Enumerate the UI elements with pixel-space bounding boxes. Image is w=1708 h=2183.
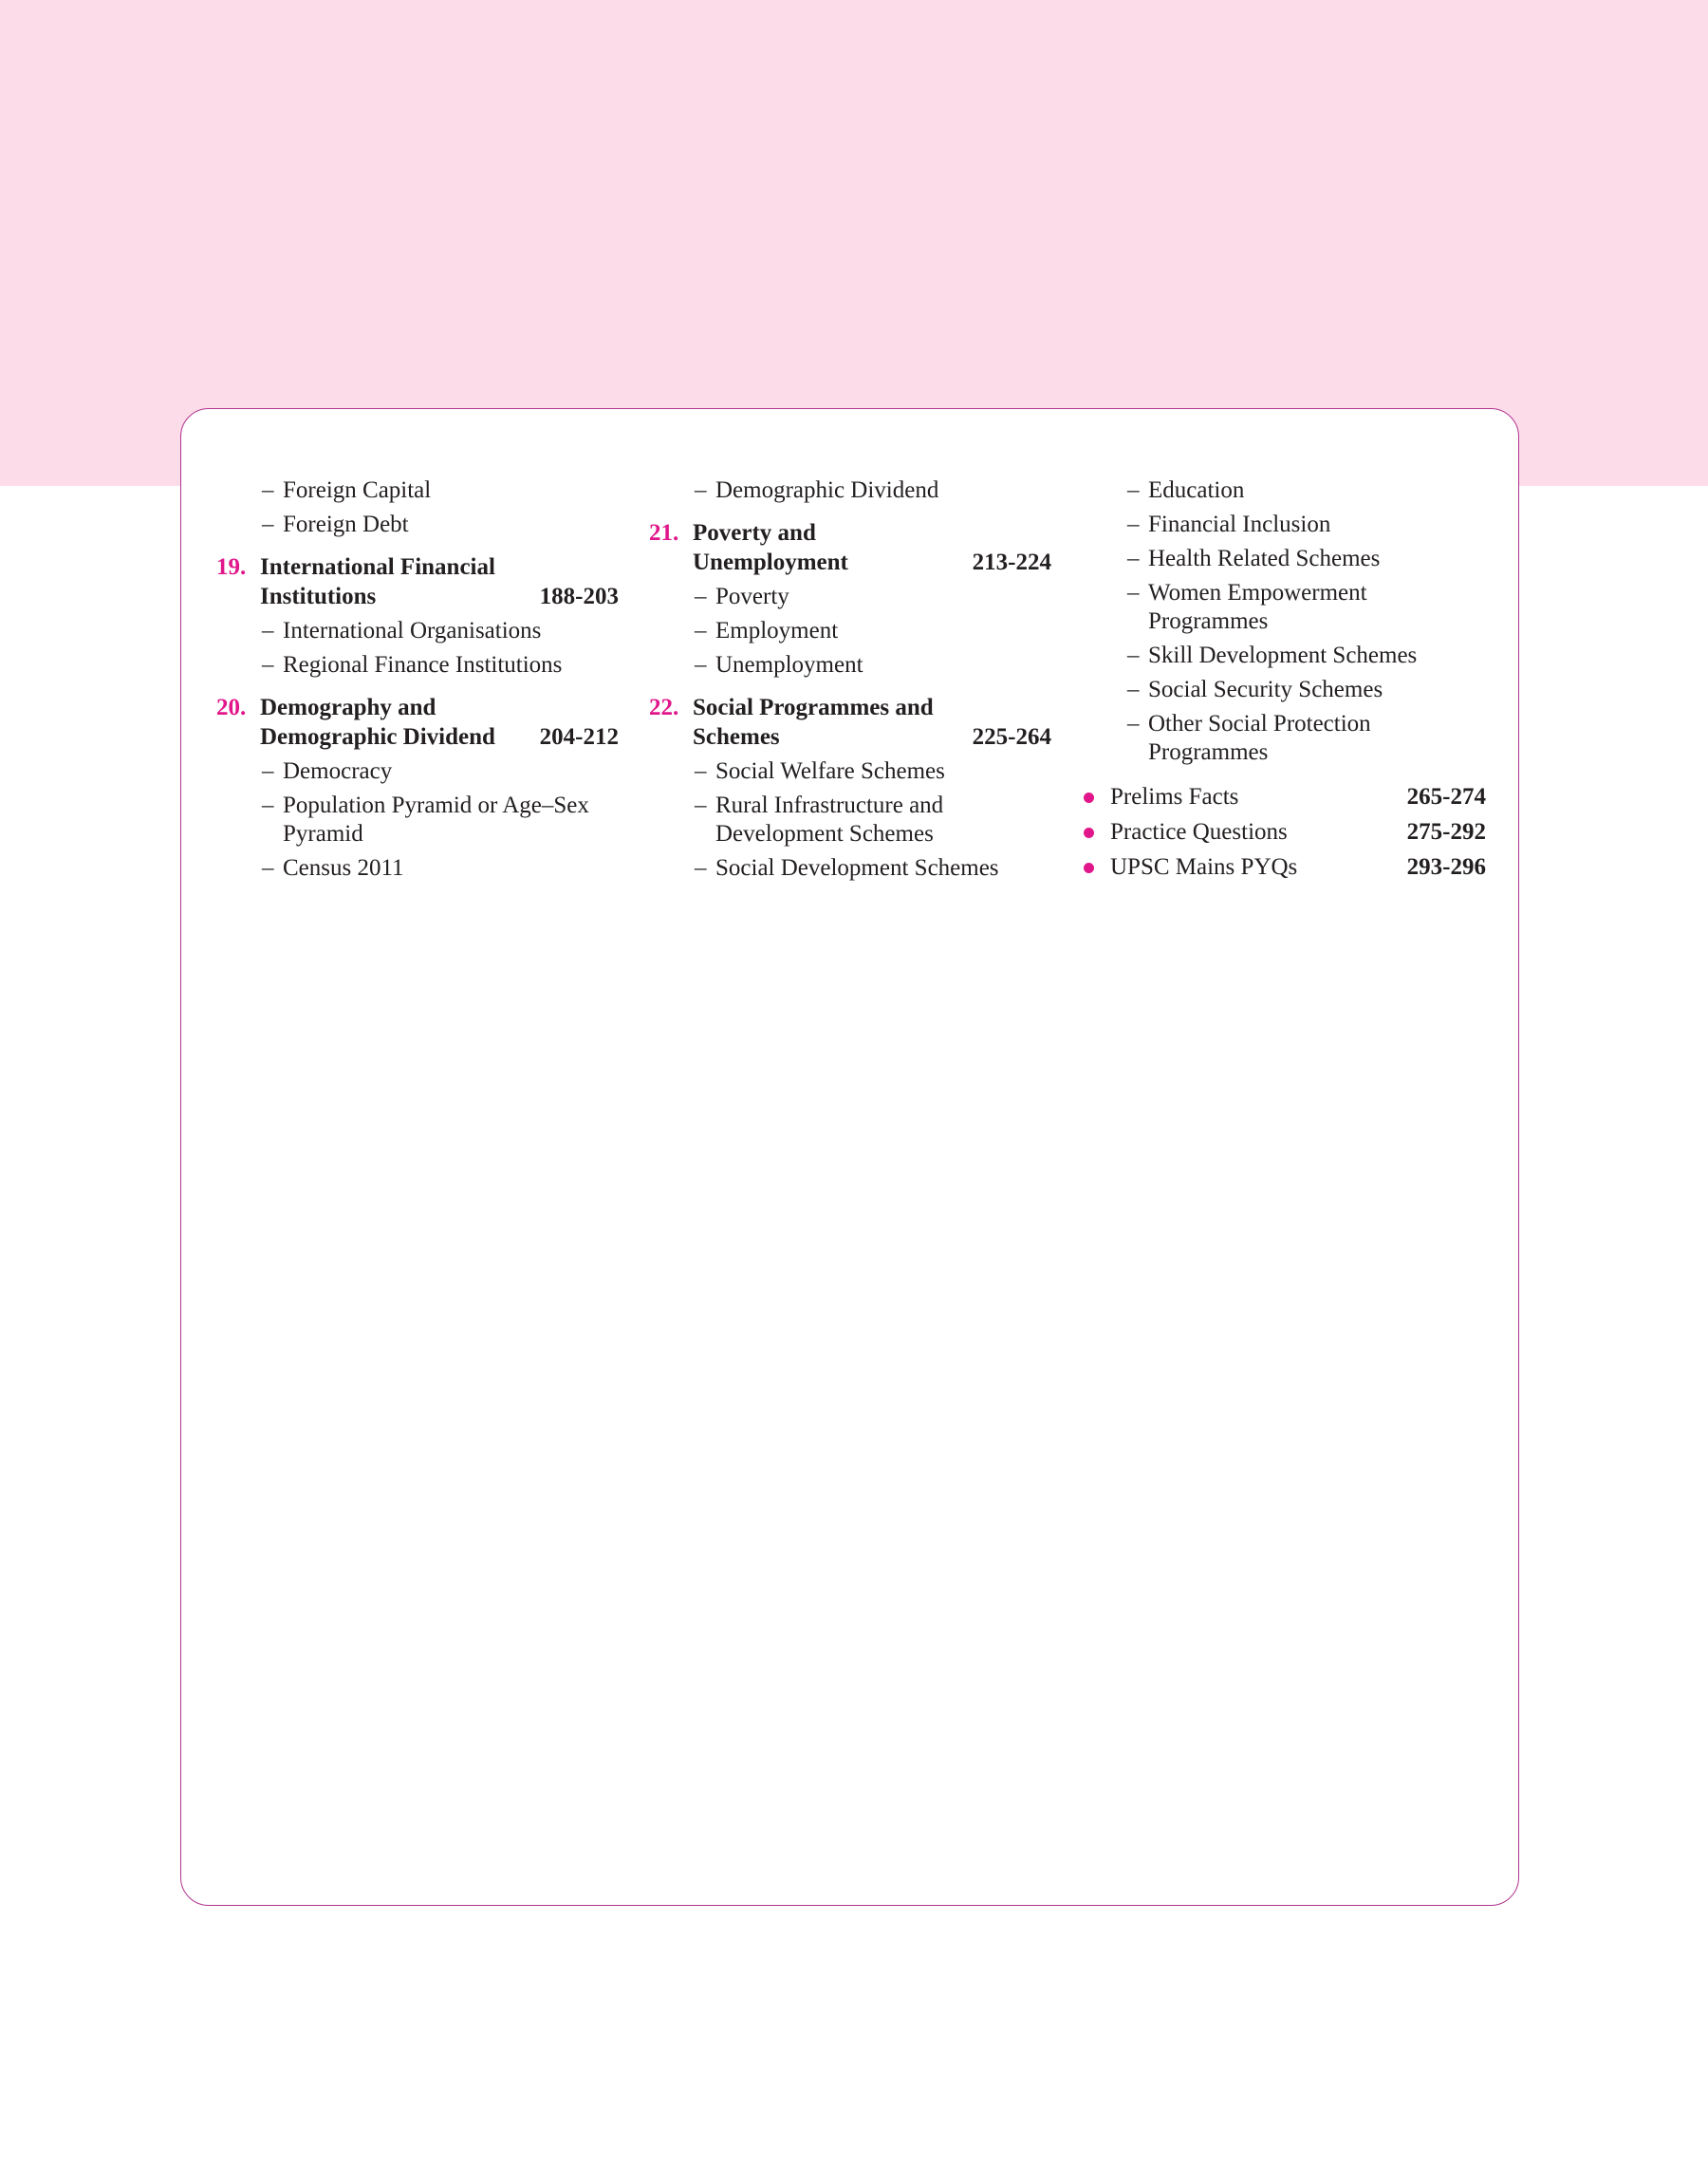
subtopic-title: Social Development Schemes xyxy=(715,855,999,881)
dash-marker: – xyxy=(262,512,274,537)
toc-subtopic xyxy=(649,617,1051,645)
dash-marker: – xyxy=(1127,477,1140,503)
dash-marker: – xyxy=(1127,711,1140,737)
page-range: 188-203 xyxy=(539,584,619,609)
subtopic-title: Democracy xyxy=(283,758,393,784)
toc-extra-section xyxy=(1082,782,1486,812)
page-range: 225-264 xyxy=(972,724,1051,750)
chapter-title: Poverty and Unemployment xyxy=(693,520,848,575)
subtopic-title: Rural Infrastructure and Development Schemes xyxy=(715,793,944,847)
chapter-title: International Financial Institutions xyxy=(260,554,495,609)
chapter-number: 21. xyxy=(649,520,679,546)
subtopic-title: Population Pyramid or Age–Sex Pyramid xyxy=(283,793,589,847)
subtopic-title: Skill Development Schemes xyxy=(1148,643,1418,668)
toc-subtopic xyxy=(1082,579,1486,636)
toc-subtopic xyxy=(649,854,1051,883)
dash-marker: – xyxy=(262,618,274,644)
toc-subtopic xyxy=(216,757,619,786)
chapter-number: 19. xyxy=(216,554,247,580)
dash-marker: – xyxy=(262,652,274,678)
toc-subtopic xyxy=(649,757,1051,786)
page-range: 204-212 xyxy=(539,724,619,750)
subtopic-title: Unemployment xyxy=(715,652,863,678)
toc-subtopic xyxy=(649,792,1051,849)
subtopic-title: Foreign Debt xyxy=(283,512,409,537)
dash-marker: – xyxy=(262,477,274,503)
dash-marker: – xyxy=(695,584,707,609)
dash-marker: – xyxy=(1127,580,1140,606)
dash-marker: – xyxy=(1127,677,1140,702)
dash-marker: – xyxy=(1127,546,1140,571)
chapter-title: Demography and Demographic Dividend xyxy=(260,695,495,750)
bullet-icon xyxy=(1084,793,1094,803)
toc-subtopic xyxy=(1082,710,1486,767)
toc-column-3 xyxy=(1082,476,1486,887)
chapter-number: 22. xyxy=(649,695,679,720)
section-title: UPSC Mains PYQs xyxy=(1110,854,1298,880)
section-title: Practice Questions xyxy=(1110,819,1288,845)
toc-subtopic xyxy=(216,617,619,645)
toc-extra-section xyxy=(1082,852,1486,882)
toc-subtopic xyxy=(1082,676,1486,704)
toc-chapter xyxy=(649,518,1051,577)
subtopic-title: International Organisations xyxy=(283,618,542,644)
toc-chapter xyxy=(649,693,1051,752)
toc-chapter xyxy=(216,693,619,752)
dash-marker: – xyxy=(1127,512,1140,537)
subtopic-title: Census 2011 xyxy=(283,855,404,881)
subtopic-title: Education xyxy=(1148,477,1245,503)
toc-subtopic xyxy=(1082,642,1486,670)
subtopic-title: Social Security Schemes xyxy=(1148,677,1383,702)
dash-marker: – xyxy=(1127,643,1140,668)
subtopic-title: Poverty xyxy=(715,584,789,609)
toc-subtopic xyxy=(216,854,619,883)
dash-marker: – xyxy=(262,793,274,818)
page-range: 265-274 xyxy=(1406,784,1486,810)
toc-subtopic xyxy=(649,583,1051,611)
toc-subtopic xyxy=(216,792,619,849)
toc-extra-section xyxy=(1082,817,1486,847)
dash-marker: – xyxy=(695,618,707,644)
bullet-icon xyxy=(1084,863,1094,873)
toc-subtopic xyxy=(1082,511,1486,539)
dash-marker: – xyxy=(695,855,707,881)
dash-marker: – xyxy=(695,793,707,818)
chapter-title: Social Programmes and Schemes xyxy=(693,695,934,750)
dash-marker: – xyxy=(695,477,707,503)
section-title: Prelims Facts xyxy=(1110,784,1239,810)
page-range: 293-296 xyxy=(1406,854,1486,880)
dash-marker: – xyxy=(262,855,274,881)
subtopic-title: Social Welfare Schemes xyxy=(715,758,945,784)
dash-marker: – xyxy=(262,758,274,784)
chapter-number: 20. xyxy=(216,695,247,720)
toc-subtopic xyxy=(1082,476,1486,505)
toc-subtopic xyxy=(1082,545,1486,573)
toc-subtopic xyxy=(649,651,1051,680)
toc-chapter xyxy=(216,552,619,611)
toc-subtopic xyxy=(216,476,619,505)
subtopic-title: Health Related Schemes xyxy=(1148,546,1381,571)
bullet-icon xyxy=(1084,828,1094,838)
subtopic-title: Other Social Protection Programmes xyxy=(1148,711,1371,765)
subtopic-title: Regional Finance Institutions xyxy=(283,652,563,678)
page-range: 275-292 xyxy=(1406,819,1486,845)
toc-column-2 xyxy=(649,476,1051,888)
toc-column-1 xyxy=(216,476,619,888)
toc-subtopic xyxy=(649,476,1051,505)
subtopic-title: Employment xyxy=(715,618,839,644)
subtopic-title: Foreign Capital xyxy=(283,477,432,503)
subtopic-title: Women Empowerment Programmes xyxy=(1148,580,1367,634)
subtopic-title: Demographic Dividend xyxy=(715,477,939,503)
dash-marker: – xyxy=(695,758,707,784)
page-range: 213-224 xyxy=(972,550,1051,575)
toc-subtopic xyxy=(216,511,619,539)
toc-subtopic xyxy=(216,651,619,680)
dash-marker: – xyxy=(695,652,707,678)
subtopic-title: Financial Inclusion xyxy=(1148,512,1331,537)
